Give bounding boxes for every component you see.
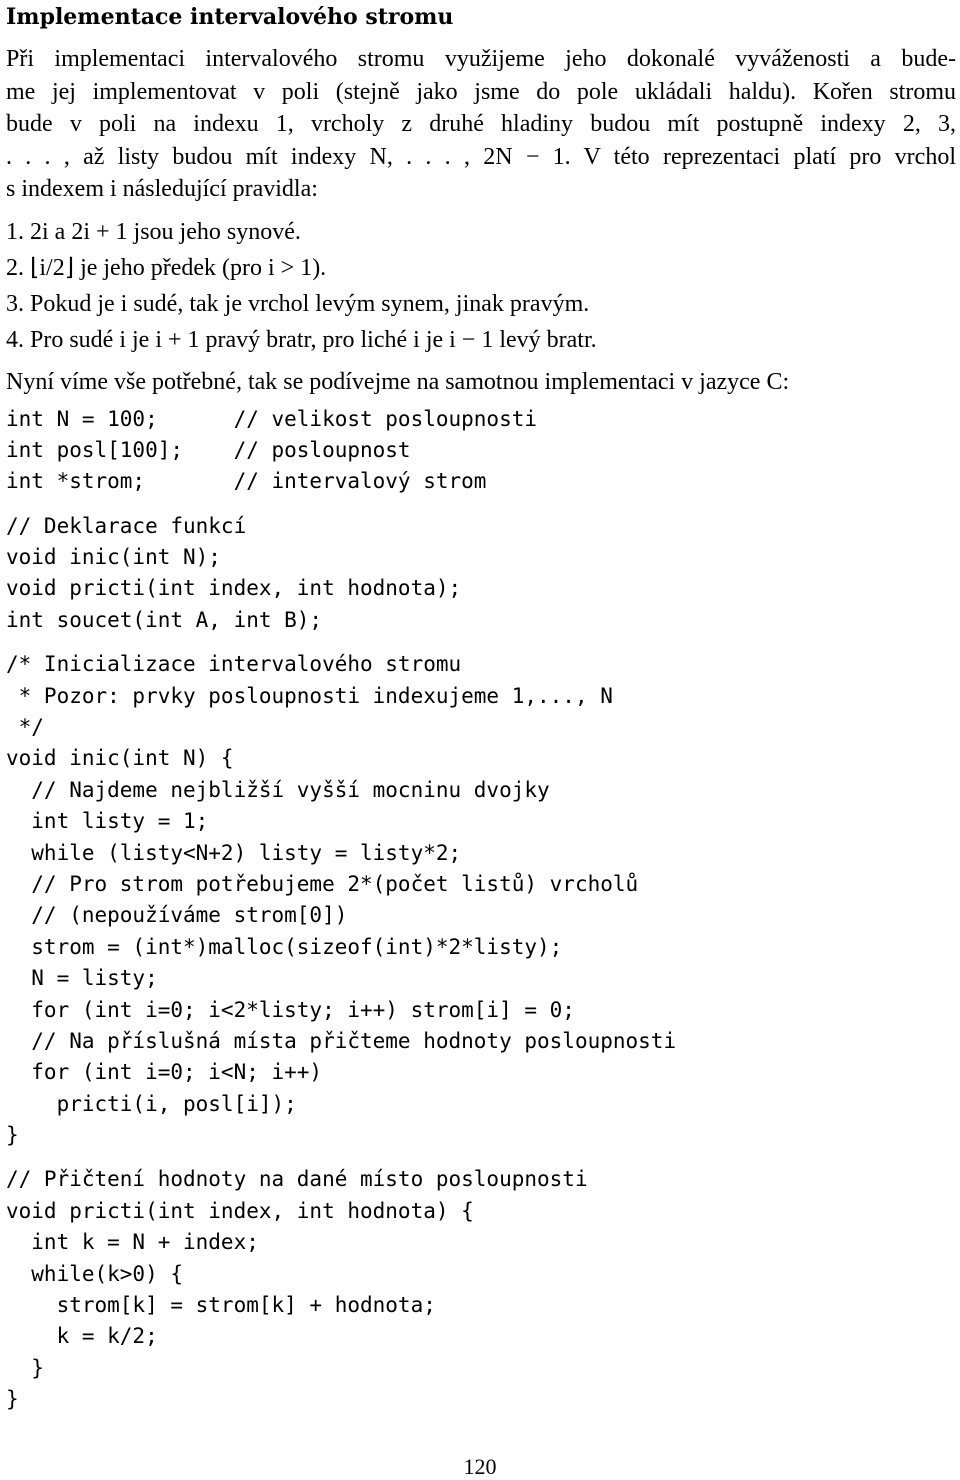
code-line: void inic(int N); <box>6 545 221 570</box>
code-line: // Přičtení hodnoty na dané místo posloupnosti <box>6 1167 588 1192</box>
implementation-intro: Nyní víme vše potřebné, tak se podívejme na samotnou implementaci v jazyce C: <box>6 368 790 395</box>
code-inic-function <box>6 649 956 1151</box>
code-line: // (nepoužíváme strom[0]) <box>6 903 348 928</box>
rule-item: 2. ⌊i/2⌋ je jeho předek (pro i > 1). <box>6 254 327 281</box>
document-page <box>6 0 956 1416</box>
code-line: for (int i=0; i<2*listy; i++) strom[i] = 0; <box>6 997 575 1022</box>
code-line: int posl[100]; // posloupnost <box>6 437 411 462</box>
code-line: while (listy<N+2) listy = listy*2; <box>6 840 462 865</box>
paragraph-line: Při implementaci intervalového stromu využijeme jeho dokonalé vyváženosti a bude- <box>6 46 956 72</box>
rule-item: 4. Pro sudé i je i + 1 pravý bratr, pro liché i je i − 1 levý bratr. <box>6 326 597 353</box>
code-line: } <box>6 1123 19 1148</box>
code-line: int listy = 1; <box>6 809 209 834</box>
rule-item: 3. Pokud je i sudé, tak je vrchol levým synem, jinak pravým. <box>6 290 590 317</box>
code-line: int k = N + index; <box>6 1230 259 1255</box>
paragraph-line: . . . , až listy budou mít indexy N, . . . , 2N − 1. V této reprezentaci platí pro vrchol <box>6 143 956 170</box>
code-line: pricti(i, posl[i]); <box>6 1091 297 1116</box>
code-line: strom = (int*)malloc(sizeof(int)*2*listy); <box>6 934 563 959</box>
code-pricti-function <box>6 1164 956 1415</box>
code-line: // Na příslušná místa přičteme hodnoty posloupnosti <box>6 1028 677 1053</box>
page-number: 120 <box>463 1454 497 1479</box>
code-line: // Pro strom potřebujeme 2*(počet listů) vrcholů <box>6 871 639 896</box>
code-line: void pricti(int index, int hodnota) { <box>6 1198 474 1223</box>
code-line: */ <box>6 715 44 740</box>
code-line: void inic(int N) { <box>6 746 234 771</box>
code-line: N = listy; <box>6 966 158 991</box>
rule-item: 1. 2i a 2i + 1 jsou jeho synové. <box>6 218 301 245</box>
paragraph-line: me jej implementovat v poli (stejně jako jsme do pole ukládali haldu). Kořen stromu <box>6 78 956 105</box>
code-line: int N = 100; // velikost posloupnosti <box>6 406 538 431</box>
code-line: int soucet(int A, int B); <box>6 607 323 632</box>
section-title: Implementace intervalového stromu <box>6 4 454 30</box>
code-line: } <box>6 1387 19 1412</box>
code-line: void pricti(int index, int hodnota); <box>6 576 462 601</box>
code-line: while(k>0) { <box>6 1261 184 1286</box>
code-line: for (int i=0; i<N; i++) <box>6 1060 323 1085</box>
rules-list <box>6 214 956 358</box>
code-line: strom[k] = strom[k] + hodnota; <box>6 1293 436 1318</box>
code-line: int *strom; // intervalový strom <box>6 469 487 494</box>
code-line: // Najdeme nejbližší vyšší mocninu dvojky <box>6 777 550 802</box>
code-line: } <box>6 1355 44 1380</box>
code-globals <box>6 404 956 498</box>
code-line: // Deklarace funkcí <box>6 513 247 538</box>
code-line: k = k/2; <box>6 1324 158 1349</box>
paragraph-line: bude v poli na indexu 1, vrcholy z druhé hladiny budou mít postupně indexy 2, 3, <box>6 111 956 137</box>
code-line: * Pozor: prvky posloupnosti indexujeme 1,..., N <box>6 683 613 708</box>
code-line: /* Inicializace intervalového stromu <box>6 652 462 677</box>
paragraph-line: s indexem i následující pravidla: <box>6 176 318 202</box>
intro-paragraph <box>6 43 956 206</box>
code-declarations <box>6 511 956 637</box>
